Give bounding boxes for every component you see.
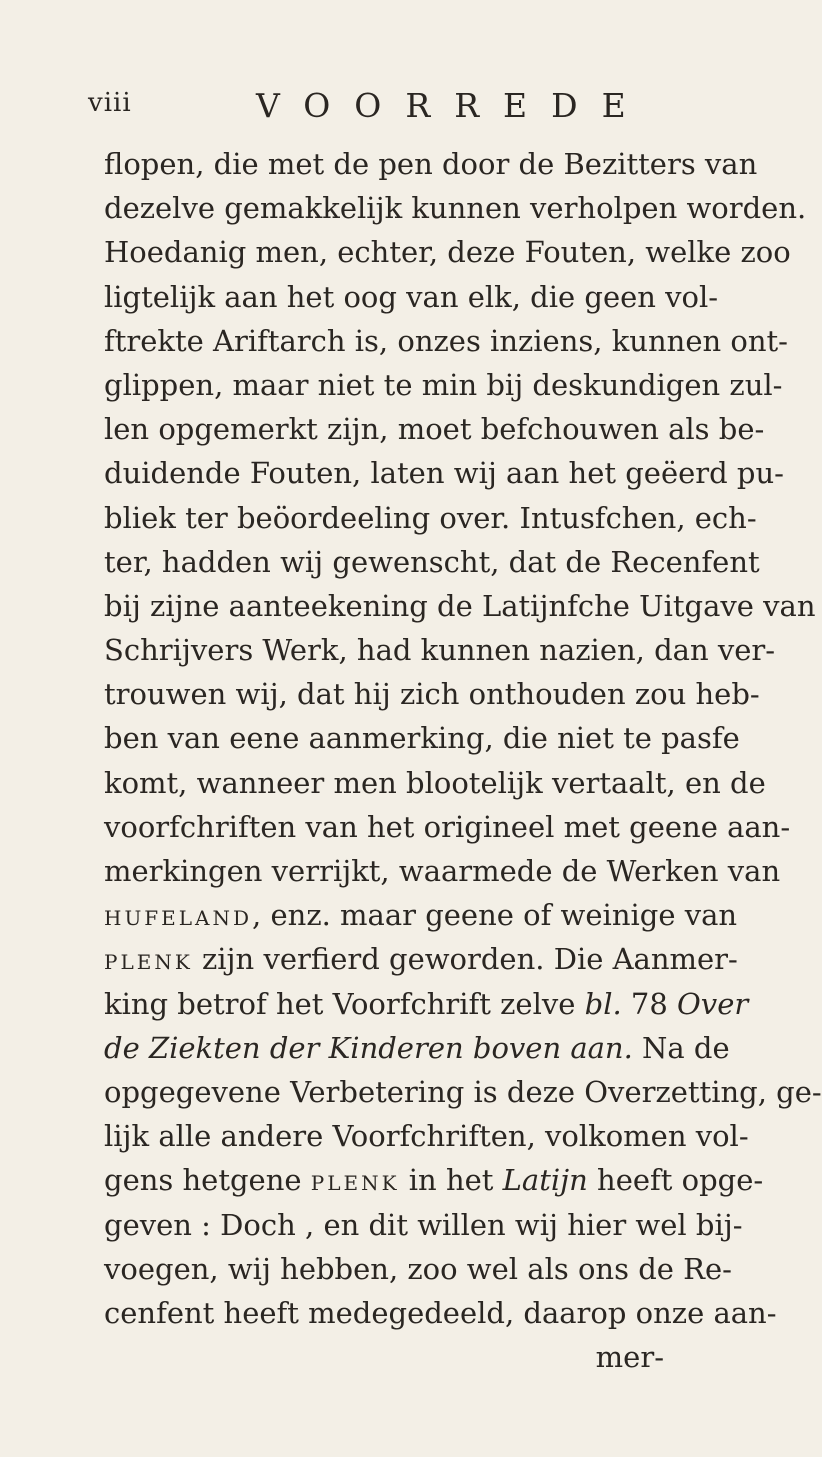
catchword: mer- [595, 1340, 664, 1375]
text-run: gens hetgene [104, 1163, 311, 1198]
page-header [88, 86, 648, 126]
text-run: 78 [621, 986, 678, 1021]
italic-run: bl. [584, 986, 622, 1021]
text-run: merkingen verrijkt, waarmede de Werken van [104, 854, 781, 888]
text-line: bij zijne aanteekening de Latijnfche Uitgave van [104, 588, 816, 623]
text-line [104, 1026, 730, 1070]
author-name-smallcaps: HUFELAND [104, 906, 253, 931]
text-run: zijn verfierd geworden. Die Aanmer- [192, 942, 738, 977]
text-line [104, 849, 781, 893]
italic-run: Over [677, 986, 749, 1021]
text-line: voorfchriften van het origineel met geene aan- [104, 809, 791, 844]
text-run: heeft opge- [587, 1163, 764, 1198]
text-line: Hoedanig men, echter, deze Fouten, welke zoo [104, 235, 791, 270]
author-name-smallcaps: PLENK [104, 950, 193, 975]
text-line: duidende Fouten, laten wij aan het geëerd pu- [104, 456, 784, 491]
body-text [104, 142, 822, 1379]
text-line: ter, hadden wij gewenscht, dat de Recenfent [104, 544, 760, 579]
text-run: king betrof het Voorfchrift zelve [104, 986, 585, 1021]
text-line: ligtelijk aan het oog van elk, die geen vol- [104, 279, 719, 314]
text-line [104, 1203, 743, 1247]
running-head: VOORREDE [256, 86, 650, 125]
text-line: bliek ter beöordeeling over. Intusfchen, ech- [104, 500, 757, 535]
text-run: Na de [632, 1030, 730, 1065]
text-line: flopen, die met de pen door de Bezitters van [104, 147, 758, 181]
text-run: , enz. maar geene of weinige van [252, 898, 738, 933]
text-line: glippen, maar niet te min bij deskundigen zul- [104, 367, 783, 402]
text-line [104, 893, 738, 937]
text-line [104, 1247, 732, 1291]
text-run: cenfent heeft medegedeeld, daarop onze aan- [104, 1295, 777, 1330]
italic-run: de Ziekten der Kinderen boven aan. [104, 1030, 633, 1065]
text-line [104, 982, 749, 1026]
text-line: komt, wanneer men blootelijk vertaalt, en de [104, 765, 766, 800]
text-run: lijk alle andere Voorfchriften, volkomen vol- [104, 1119, 749, 1154]
text-line: ben van eene aanmerking, die niet te pasfe [104, 721, 740, 756]
text-line: len opgemerkt zijn, moet befchouwen als be- [104, 412, 765, 447]
page-number: viii [88, 88, 132, 118]
text-run: voegen, wij hebben, zoo wel als ons de Re- [104, 1251, 732, 1286]
text-line [104, 1291, 777, 1335]
text-line [104, 1114, 749, 1158]
author-name-smallcaps: PLENK [310, 1171, 400, 1196]
text-run: geven : Doch , en dit willen wij hier wel bij- [104, 1207, 743, 1242]
text-line: trouwen wij, dat hij zich onthouden zou heb- [104, 677, 760, 712]
text-line [104, 1070, 822, 1114]
text-line: ftrekte Ariftarch is, onzes inziens, kunnen ont- [104, 323, 788, 358]
text-line [104, 937, 738, 981]
text-line [104, 1158, 764, 1202]
text-line: Schrijvers Werk, had kunnen nazien, dan ver- [104, 633, 776, 668]
text-line: dezelve gemakkelijk kunnen verholpen worden. [104, 191, 807, 226]
text-run: opgegevene Verbetering is deze Overzetting, ge- [104, 1074, 822, 1109]
italic-run: Latijn [502, 1163, 588, 1198]
text-run: in het [399, 1163, 503, 1198]
